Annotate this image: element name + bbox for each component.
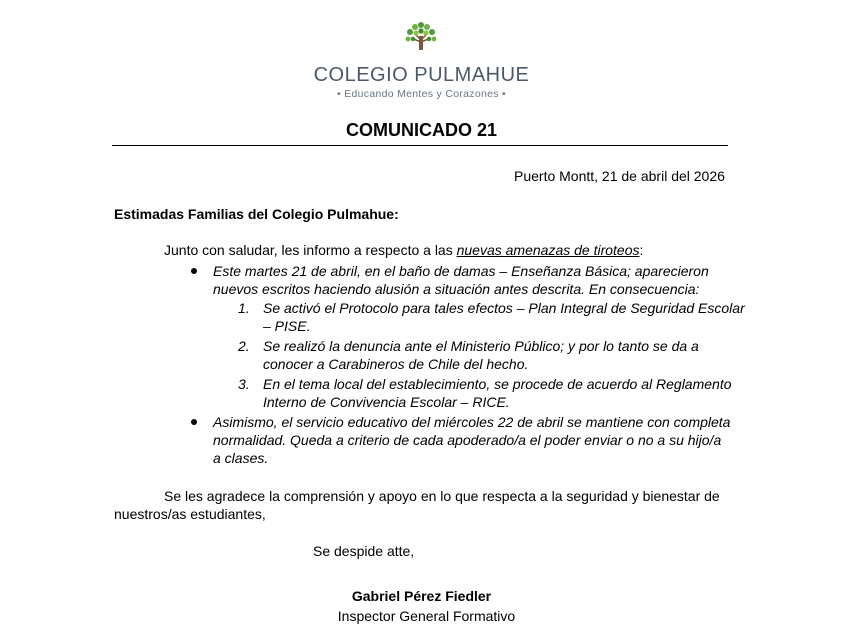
numbered-1-line-1: Se activó el Protocolo para tales efectos – Plan Integral de Seguridad Escolar	[263, 300, 745, 316]
intro-paragraph	[164, 241, 643, 259]
bullet-1-line-2: nuevos escritos haciendo alusión a situación antes descrita. En consecuencia:	[213, 281, 700, 297]
page-title: COMUNICADO 21	[345, 120, 497, 140]
intro-emphasis: nuevas amenazas de tiroteos	[456, 242, 640, 258]
school-name: COLEGIO PULMAHUE	[313, 64, 530, 86]
farewell: Se despide atte,	[313, 543, 415, 559]
intro-prefix: Junto con saludar, les informo a respecto a las	[164, 242, 457, 258]
bullet-marker	[191, 268, 197, 274]
list-number-3: 3.	[238, 376, 250, 392]
intro-suffix: :	[639, 242, 644, 258]
signature-role: Inspector General Formativo	[337, 608, 516, 624]
bullet-1-line-1: Este martes 21 de abril, en el baño de damas – Enseñanza Básica; aparecieron	[213, 263, 709, 279]
title-divider	[112, 145, 728, 146]
bullet-2-line-3: a clases.	[213, 450, 269, 466]
bullet-2-line-2: normalidad. Queda a criterio de cada apoderado/a el poder enviar o no a su hijo/a	[213, 432, 722, 448]
bullet-marker	[191, 419, 197, 425]
bullet-2-line-1: Asimismo, el servicio educativo del miércoles 22 de abril se mantiene con completa	[213, 414, 731, 430]
numbered-3-line-2: Interno de Convivencia Escolar – RICE.	[263, 394, 510, 410]
date-line: Puerto Montt, 21 de abril del 2026	[514, 168, 725, 184]
salutation: Estimadas Familias del Colegio Pulmahue:	[114, 206, 399, 222]
school-motto: • Educando Mentes y Corazones •	[337, 88, 506, 100]
closing-line-2: nuestros/as estudiantes,	[114, 506, 266, 522]
numbered-2-line-1: Se realizó la denuncia ante el Ministerio Público; y por lo tanto se da a	[263, 338, 699, 354]
numbered-2-line-2: conocer a Carabineros de Chile del hecho.	[263, 356, 529, 372]
numbered-1-line-2: – PISE.	[263, 318, 311, 334]
numbered-3-line-1: En el tema local del establecimiento, se procede de acuerdo al Reglamento	[263, 376, 732, 392]
tree-logo-icon	[404, 20, 438, 52]
closing-line-1: Se les agradece la comprensión y apoyo en lo que respecta a la seguridad y bienestar de	[164, 488, 720, 504]
list-number-2: 2.	[238, 338, 250, 354]
signature-name: Gabriel Pérez Fiedler	[351, 588, 492, 604]
list-number-1: 1.	[238, 300, 250, 316]
